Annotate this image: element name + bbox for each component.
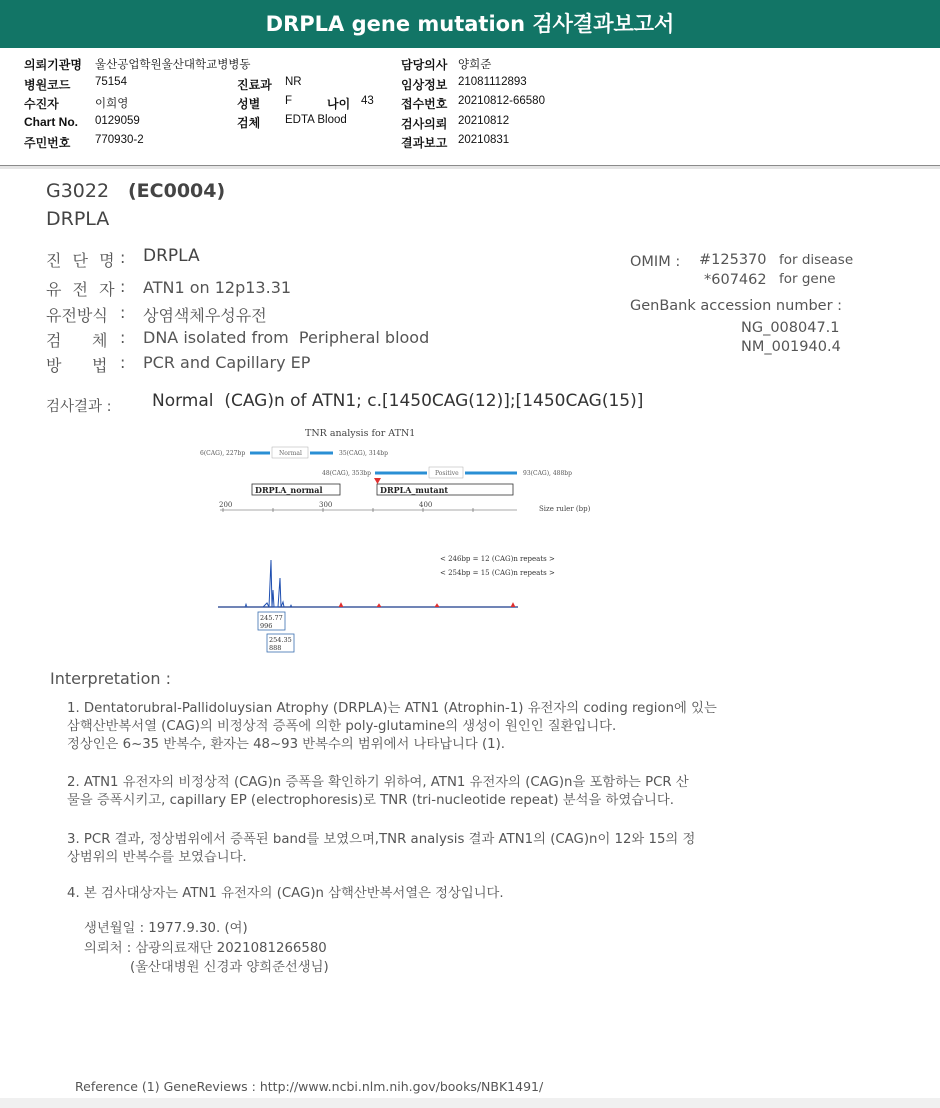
result-value: Normal (CAG)n of ATN1; c.[1450CAG(12)];[1450CAG(15)]	[152, 391, 644, 411]
method-colon: :	[120, 353, 126, 372]
sex-value: F	[285, 95, 293, 107]
report-title: DRPLA gene mutation 검사결과보고서	[0, 0, 940, 48]
test-name: DRPLA	[46, 208, 110, 230]
diagnosis-label: 진 단 명	[46, 251, 118, 270]
inheritance-value: 상염색체우성유전	[143, 306, 267, 325]
marker-triangle	[374, 478, 381, 484]
chart-label: Chart No.	[24, 115, 78, 129]
ssn-value: 770930-2	[95, 134, 144, 146]
sex-label: 성별	[237, 97, 261, 111]
referral: 의뢰처 : 삼광의료재단 2021081266580	[84, 941, 327, 956]
mutant-left-label: 48(CAG), 353bp	[322, 470, 371, 477]
age-value: 43	[361, 95, 374, 107]
omim-label: OMIM :	[630, 254, 681, 270]
interp-line: 정상인은 6~35 반복수, 환자는 48~93 반복수의 범위에서 나타납니다 (1).	[67, 737, 506, 752]
drpla-normal-label: DRPLA_normal	[255, 485, 323, 495]
test-code-paren: (EC0004)	[128, 180, 226, 202]
diagnosis-colon: :	[120, 248, 126, 267]
repeat-note-1: < 246bp = 12 (CAG)n repeats >	[440, 555, 555, 563]
gene-label: 유 전 자	[46, 280, 118, 299]
genbank-acc2: NM_001940.4	[741, 339, 841, 355]
inheritance-colon: :	[120, 303, 126, 322]
genbank-acc1: NG_008047.1	[741, 320, 840, 336]
clinical-label: 임상정보	[401, 78, 448, 92]
request-label: 검사의뢰	[401, 117, 448, 131]
tnr-analysis-figure	[195, 420, 615, 660]
patient-label: 수진자	[24, 97, 59, 111]
normal-box-label: Normal	[279, 450, 302, 457]
ruler-tick-200: 200	[219, 501, 233, 509]
interpretation-paragraph-1	[67, 700, 717, 754]
result-label: 검사결과 :	[46, 399, 112, 415]
omim-disease-text: for disease	[779, 252, 854, 268]
age-label: 나이	[327, 97, 351, 111]
interpretation-heading: Interpretation :	[50, 669, 171, 688]
doctor-value: 양희준	[458, 59, 492, 71]
mutant-right-label: 93(CAG), 488bp	[523, 470, 572, 477]
mutant-box-label: Positive	[435, 470, 459, 477]
genbank-label: GenBank accession number :	[630, 298, 843, 314]
omim-gene-code: *607462	[704, 272, 767, 288]
ruler-tick-300: 300	[319, 501, 333, 509]
chart-value: 0129059	[95, 115, 140, 127]
report-label: 결과보고	[401, 136, 448, 150]
clinical-value: 21081112893	[458, 76, 527, 88]
omim-gene-text: for gene	[779, 271, 836, 287]
specimen-label: 검체	[237, 116, 261, 130]
referral-doctor: (울산대병원 신경과 양희준선생님)	[130, 960, 329, 975]
birth-date: 생년월일 : 1977.9.30. (여)	[84, 921, 248, 936]
peak2-size: 254.35	[269, 636, 292, 644]
interp-line: 물을 증폭시키고, capillary EP (electrophoresis)로 TNR (tri-nucleotide repeat) 분석을 하였습니다.	[67, 793, 674, 808]
specimen-detail-value: DNA isolated from Peripheral blood	[143, 328, 430, 347]
bottom-strip	[0, 1098, 940, 1108]
figure-title: TNR analysis for ATN1	[305, 428, 416, 439]
specimen-detail-label: 검 체	[46, 331, 108, 350]
dept-value: NR	[285, 76, 302, 88]
diagnosis-value: DRPLA	[143, 246, 200, 266]
hospital-code-value: 75154	[95, 76, 127, 88]
interp-line: 3. PCR 결과, 정상범위에서 증폭된 band를 보였으며,TNR analysis 결과 ATN1의 (CAG)n이 12와 15의 정	[67, 832, 696, 847]
interp-line: 1. Dentatorubral-Pallidoluysian Atrophy (DRPLA)는 ATN1 (Atrophin-1) 유전자의 coding region에 있는	[67, 701, 717, 716]
hospital-code-label: 병원코드	[24, 78, 71, 92]
interpretation-paragraph-3	[67, 831, 695, 867]
ssn-label: 주민번호	[24, 136, 71, 150]
peak2-height: 888	[269, 644, 282, 652]
request-value: 20210812	[458, 115, 510, 127]
institution-value: 울산공업학원울산대학교병병동	[95, 59, 251, 71]
institution-label: 의뢰기관명	[24, 58, 82, 72]
receipt-label: 접수번호	[401, 97, 448, 111]
dept-label: 진료과	[237, 78, 272, 92]
doctor-label: 담당의사	[401, 58, 448, 72]
interp-line: 2. ATN1 유전자의 비정상적 (CAG)n 증폭을 확인하기 위하여, ATN1 유전자의 (CAG)n을 포함하는 PCR 산	[67, 775, 689, 790]
drpla-mutant-label: DRPLA_mutant	[380, 485, 449, 495]
electropherogram-peaks	[263, 560, 284, 607]
gene-colon: :	[120, 277, 126, 296]
peak1-height: 996	[260, 622, 273, 630]
interpretation-paragraph-2	[67, 774, 689, 810]
inheritance-label: 유전방식	[46, 306, 108, 325]
normal-left-label: 6(CAG), 227bp	[200, 450, 246, 457]
interp-line: 삼핵산반복서열 (CAG)의 비정상적 증폭에 의한 poly-glutamine의 생성이 원인인 질환입니다.	[67, 719, 617, 734]
interp-line: 상범위의 반복수를 보였습니다.	[67, 850, 247, 865]
gene-value: ATN1 on 12p13.31	[143, 278, 292, 297]
omim-disease-code: #125370	[699, 252, 767, 268]
receipt-value: 20210812-66580	[458, 95, 545, 107]
ruler-label: Size ruler (bp)	[539, 505, 591, 513]
specimen-value: EDTA Blood	[285, 114, 347, 126]
ruler-tick-400: 400	[419, 501, 433, 509]
method-label: 방 법	[46, 356, 108, 375]
test-code: G3022	[46, 180, 110, 202]
report-value: 20210831	[458, 134, 510, 146]
method-value: PCR and Capillary EP	[143, 353, 311, 372]
repeat-note-2: < 254bp = 15 (CAG)n repeats >	[440, 569, 555, 577]
interpretation-paragraph-4: 4. 본 검사대상자는 ATN1 유전자의 (CAG)n 삼핵산반복서열은 정상입니다.	[67, 886, 504, 901]
specimen-colon: :	[120, 328, 126, 347]
reference: Reference (1) GeneReviews : http://www.ncbi.nlm.nih.gov/books/NBK1491/	[75, 1079, 544, 1094]
patient-value: 이희영	[95, 98, 129, 110]
peak1-size: 245.77	[260, 614, 283, 622]
normal-right-label: 35(CAG), 314bp	[339, 450, 388, 457]
